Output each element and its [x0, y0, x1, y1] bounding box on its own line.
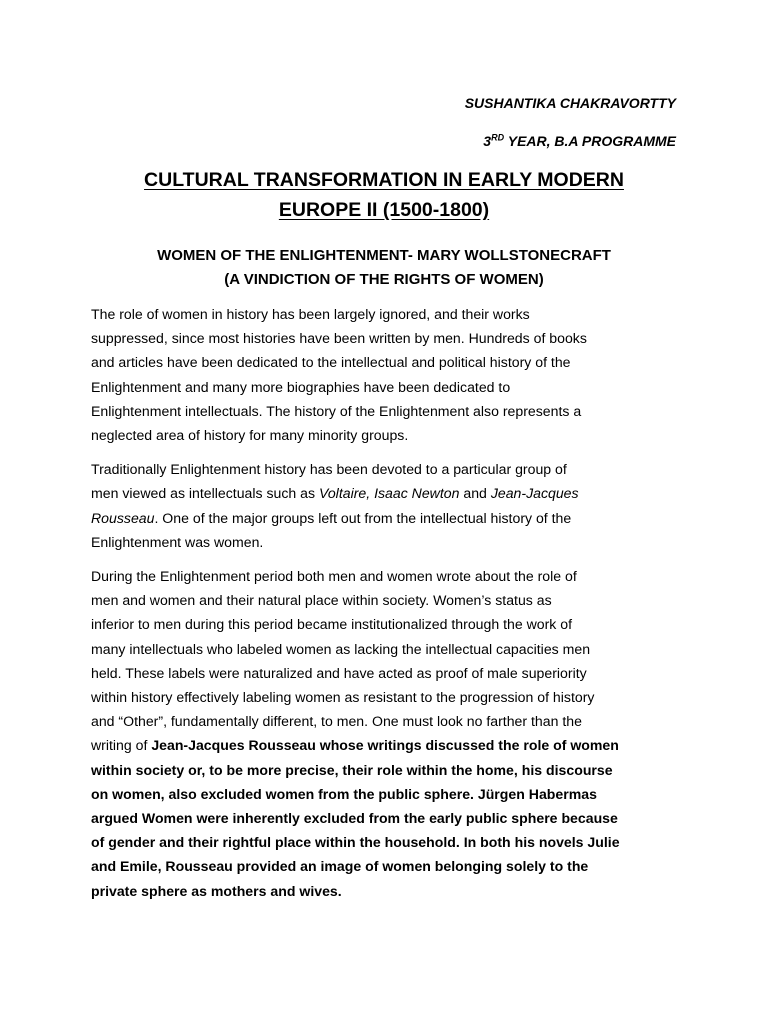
paragraph-2-line: [91, 481, 691, 505]
paragraph-3-bold-line: within society or, to be more precise, their role within the home, his discourse: [91, 761, 613, 778]
paragraph-3-line: During the Enlightenment period both men and women wrote about the role of: [91, 568, 577, 585]
document-title: [0, 165, 768, 225]
paragraph-3-bold-line: and Emile, Rousseau provided an image of women belonging solely to the: [91, 858, 589, 875]
subtitle-line-1: WOMEN OF THE ENLIGHTENMENT- MARY WOLLSTONECRAFT: [157, 247, 611, 264]
paragraph-3-line: held. These labels were naturalized and have acted as proof of male superiority: [91, 664, 587, 681]
italic-name: Jean-Jacques: [490, 485, 579, 502]
paragraph-2-text: . One of the major groups left out from the intellectual history of the: [154, 509, 572, 526]
paragraph-3-bold-line: of gender and their rightful place within the household. In both his novels Julie: [91, 834, 620, 851]
author-year: [465, 132, 676, 150]
paragraph-3-line: [91, 733, 691, 757]
author-name: SUSHANTIKA CHAKRAVORTTY: [464, 95, 676, 111]
document-subtitle: [0, 244, 768, 292]
paragraph-3-line: men and women and their natural place within society. Women’s status as: [91, 592, 552, 609]
bold-text: Jean-Jacques Rousseau whose writings discussed the role of women: [151, 737, 619, 754]
paragraph-3-bold-line: argued Women were inherently excluded from the early public sphere because: [91, 810, 618, 827]
paragraph-2: [91, 457, 691, 554]
paragraph-1-line: Enlightenment and many more biographies have been dedicated to: [91, 378, 511, 395]
author-year-number: 3: [483, 133, 492, 149]
paragraph-2-text: men viewed as intellectuals such as: [91, 485, 319, 502]
author-year-superscript: RD: [491, 132, 505, 143]
paragraph-3-text: writing of: [91, 737, 152, 754]
paragraph-1-line: The role of women in history has been largely ignored, and their works: [91, 306, 530, 322]
italic-name: Rousseau: [91, 509, 155, 526]
title-line-2: EUROPE II (1500-1800): [278, 199, 490, 221]
paragraph-3-bold-line: private sphere as mothers and wives.: [91, 882, 342, 899]
paragraph-2-line: Enlightenment was women.: [91, 533, 264, 550]
paragraph-3-line: many intellectuals who labeled women as lacking the intellectual capacities men: [91, 640, 591, 657]
paragraph-1: [91, 302, 691, 447]
paragraph-3-line: within history effectively labeling women as resistant to the progression of history: [91, 689, 595, 706]
paragraph-2-line: Traditionally Enlightenment history has been devoted to a particular group of: [91, 461, 567, 478]
paragraph-1-line: and articles have been dedicated to the intellectual and political history of the: [91, 354, 571, 371]
paragraph-2-line: [91, 506, 691, 530]
paragraph-3-line: inferior to men during this period became institutionalized through the work of: [91, 616, 573, 633]
paragraph-2-text: and: [459, 485, 491, 502]
author-block: [465, 94, 676, 150]
paragraph-3-bold-line: on women, also excluded women from the public sphere. Jürgen Habermas: [91, 785, 597, 802]
paragraph-1-line: Enlightenment intellectuals. The history of the Enlightenment also represents a: [91, 402, 582, 419]
italic-names: Voltaire, Isaac Newton: [318, 485, 460, 502]
subtitle-line-2: (A VINDICTION OF THE RIGHTS OF WOMEN): [224, 271, 544, 288]
paragraph-1-line: suppressed, since most histories have been written by men. Hundreds of books: [91, 330, 587, 347]
paragraph-1-line: neglected area of history for many minority groups.: [91, 427, 409, 444]
paragraph-3-line: and “Other”, fundamentally different, to men. One must look no farther than the: [91, 713, 582, 730]
author-year-programme: YEAR, B.A PROGRAMME: [504, 133, 676, 149]
document-body: [91, 302, 691, 913]
title-line-1: CULTURAL TRANSFORMATION IN EARLY MODERN: [144, 169, 624, 191]
paragraph-3: [91, 564, 691, 903]
